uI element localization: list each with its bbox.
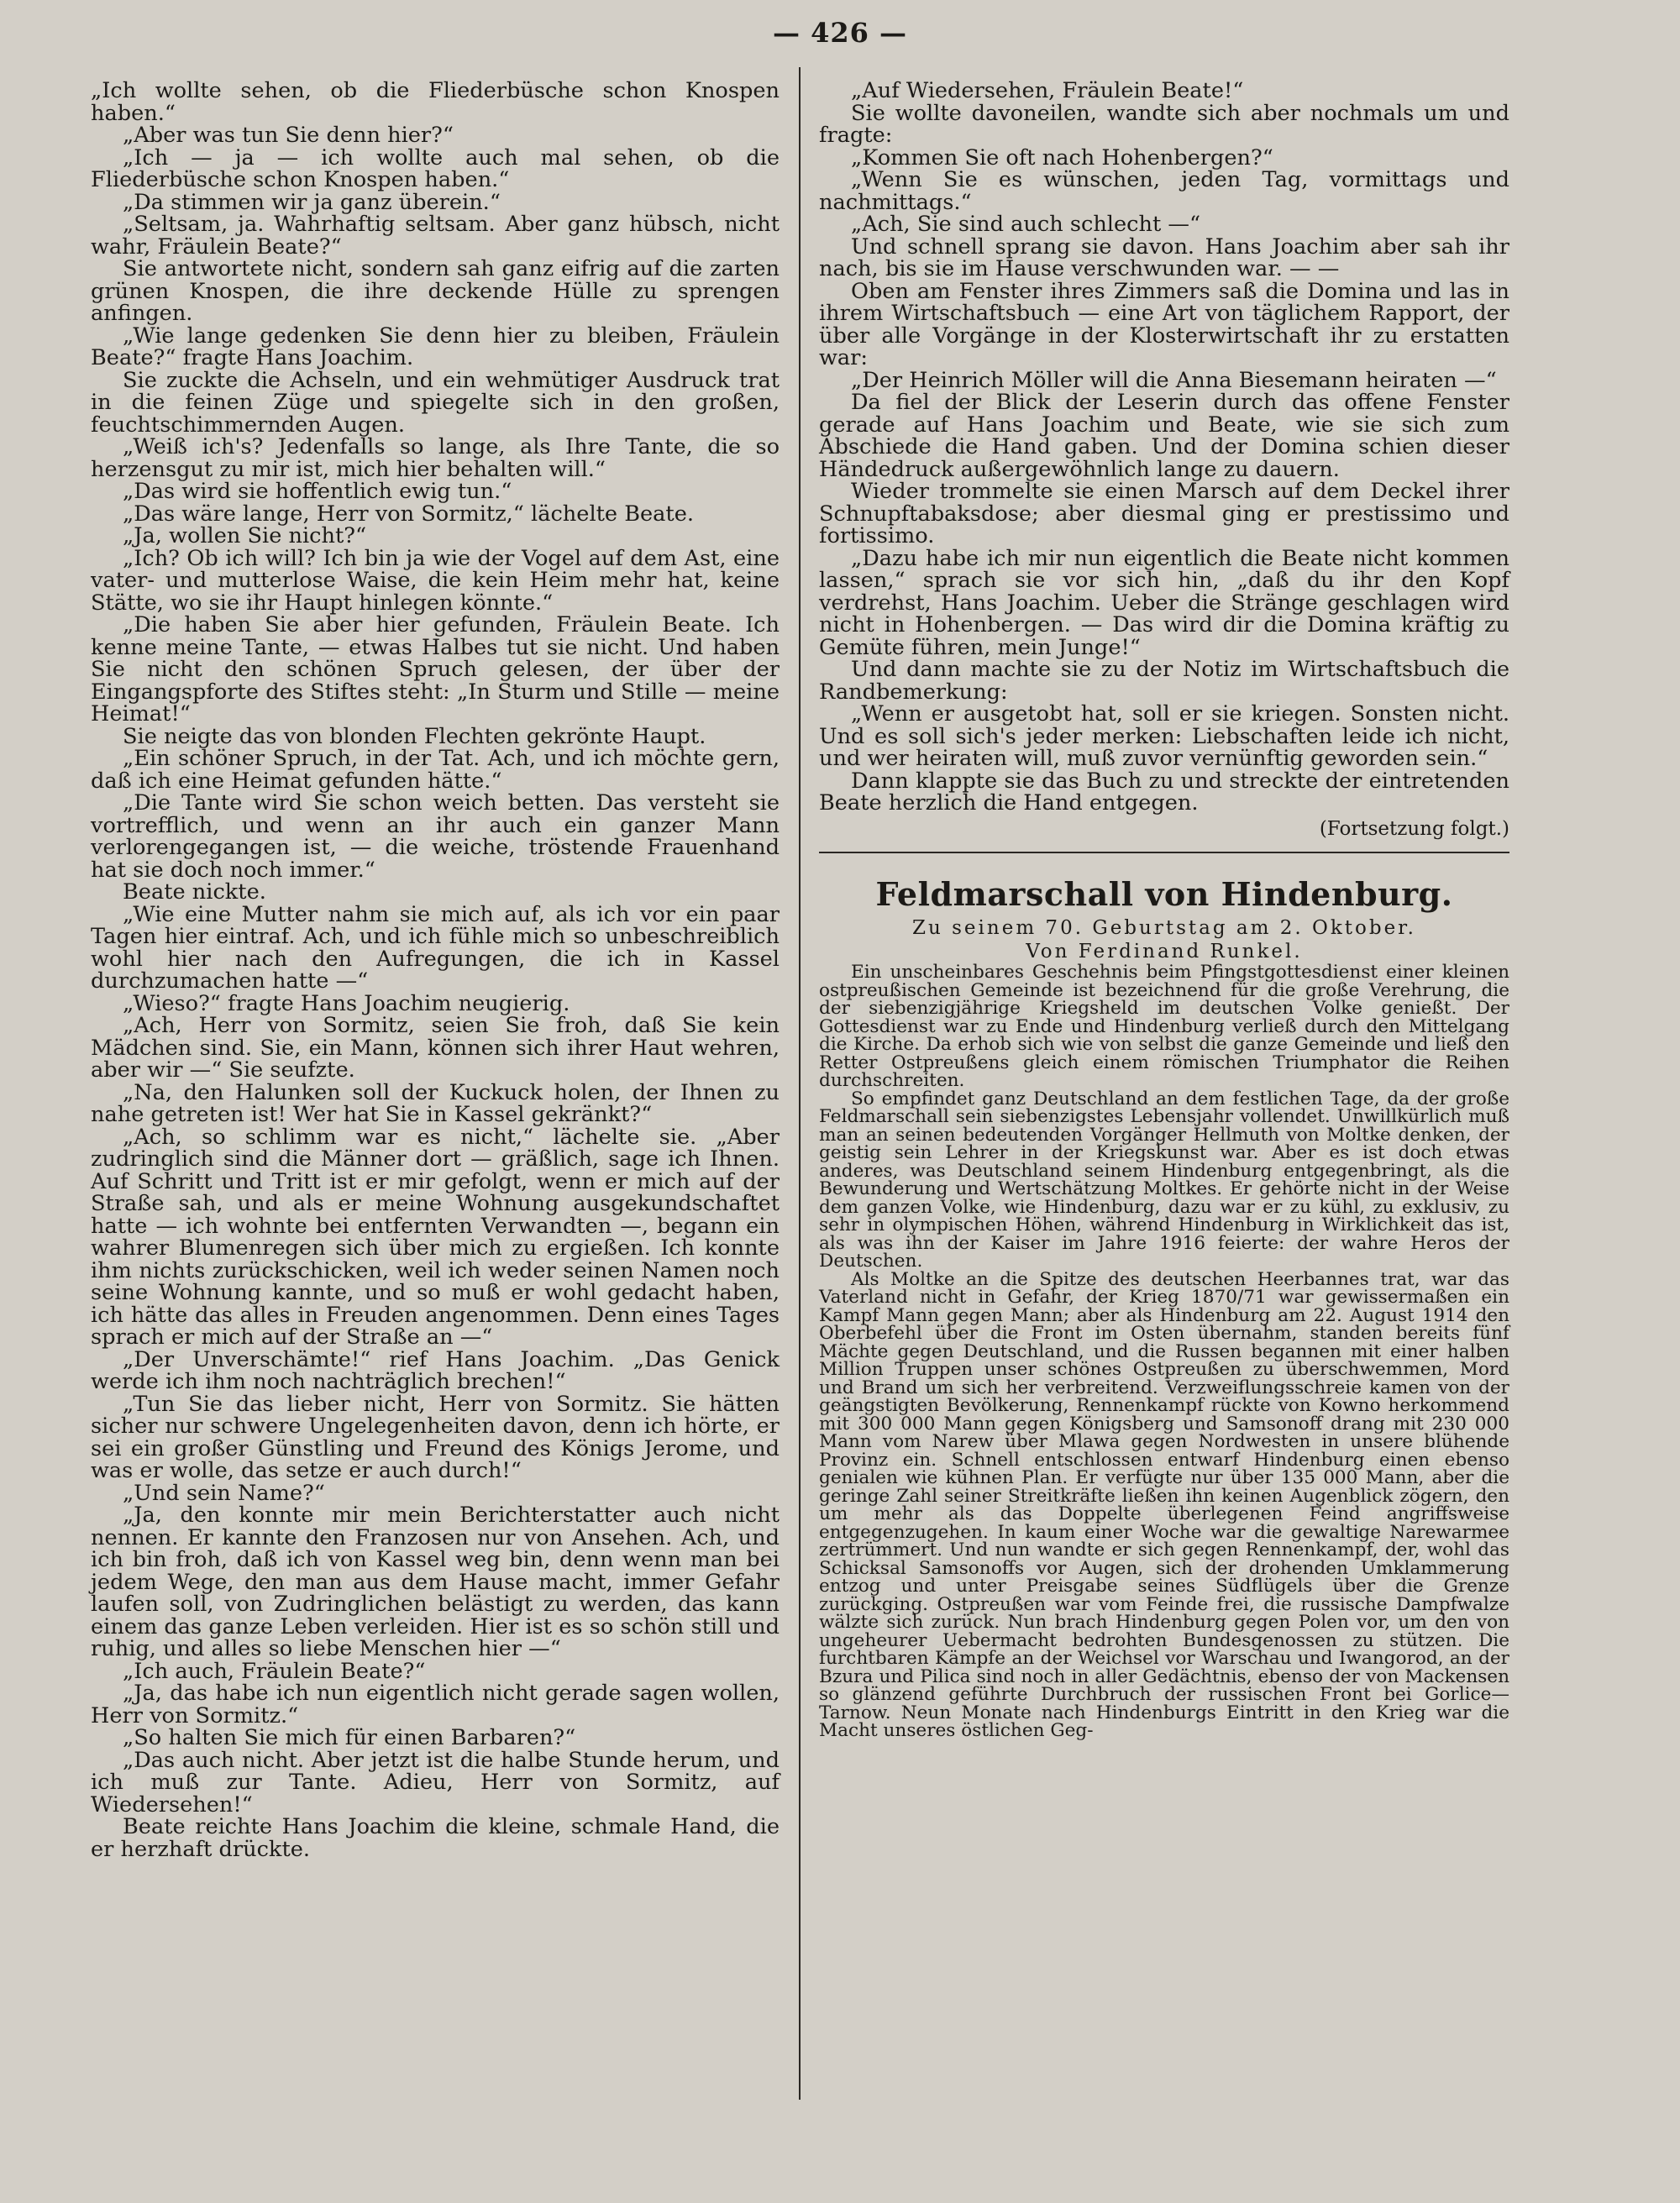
- continuation-note: (Fortsetzung folgt.): [1319, 817, 1509, 840]
- article-paragraph: Als Moltke an die Spitze des deutschen Heerbannes trat, war das Vaterland nicht in Gefahr, der Krieg 1870/71 war gewissermaßen ein Kampf Mann gegen Mann; aber als Hindenburg am 22. August 1914 den Oberbefehl über die Front im Osten übernahm, standen bereits fünf Mächte gegen Deutschland, und die Russen begannen mit einer halben Million Truppen unser schönes Ostpreußen zu überschwemmen, Mord und Brand um sich her verbreitend. Verzweiflungsschreie kamen von der geängstigten Bevölkerung, Rennenkampf rückte von Kowno herkommend mit 300 000 Mann gegen Königsberg und Samsonoff drang mit 230 000 Mann vom Narew über Mlawa gegen Nordwesten in unsere blühende Provinz ein. Schnell entschlossen entwarf Hindenburg einen ebenso genialen wie kühnen Plan. Er verfügte nur über 135 000 Mann, aber die geringe Zahl seiner Streitkräfte ließen ihn keinen Augenblick zögern, den um mehr als das Doppelte überlegenen Feind angriffsweise entgegenzugehen. In kaum einer Woche war die gewaltige Narewarmee zertrümmert. Und nun wandte er sich gegen Rennenkampf, der, wohl das Schicksal Samsonoffs vor Augen, sich der drohenden Umklammerung entzog und unter Preisgabe seines Südflügels über die Grenze zurückging. Ostpreußen war vom Feinde frei, die russische Dampfwalze wälzte sich zurück. Nun brach Hindenburg gegen Polen vor, um den von ungeheurer Uebermacht bedrohten Bundesgenossen zu stützen. Die furchtbaren Kämpfe an der Weichsel vor Warschau und Iwangorod, an der Bzura und Pilica sind noch in aller Gedächtnis, ebenso der von Mackensen so glänzend geführte Durchbruch der russischen Front bei Gorlice—Tarnow. Neun Monate nach Hindenburgs Eintritt in den Krieg war die Macht unseres östlichen Geg-: [819, 1268, 1509, 1741]
- left-column: [91, 80, 780, 1860]
- article-hindenburg: [819, 875, 1509, 1740]
- paragraph: „Ich? Ob ich will? Ich bin ja wie der Vogel auf dem Ast, eine vater- und mutterlose Waise, die kein Heim mehr hat, keine Stätte, wo sie ihr Haupt hinlegen könnte.“: [91, 545, 780, 616]
- paragraph: Sie zuckte die Achseln, und ein wehmütiger Ausdruck trat in die feinen Züge und spiegelte sich in den großen, feuchtschimmernden Augen.: [91, 367, 780, 438]
- paragraph: „Ein schöner Spruch, in der Tat. Ach, und ich möchte gern, daß ich eine Heimat gefunden hätte.“: [91, 746, 780, 794]
- paragraph: Beate nickte.: [123, 879, 266, 905]
- paragraph: Wieder trommelte sie einen Marsch auf dem Deckel ihrer Schnupftabaksdose; aber diesmal ging er prestissimo und fortissimo.: [819, 479, 1509, 548]
- article-subtitle: Zu seinem 70. Geburtstag am 2. Oktober.: [912, 917, 1416, 939]
- paragraph: „Wie eine Mutter nahm sie mich auf, als ich vor ein paar Tagen hier eintraf. Ach, und ich fühle mich so unbeschreiblich wohl hier nach den Aufregungen, die ich in Kassel durchzumachen hatte —“: [91, 901, 780, 994]
- paragraph: Beate reichte Hans Joachim die kleine, schmale Hand, die er herzhaft drückte.: [91, 1814, 780, 1862]
- column-divider: [799, 67, 801, 2100]
- paragraph: Da fiel der Blick der Leserin durch das offene Fenster gerade auf Hans Joachim und Beate, wie sie sich zum Abschiede die Hand gaben. Und der Domina schien dieser Händedruck außergewöhnlich lange zu dauern.: [819, 390, 1509, 482]
- paragraph: „Das auch nicht. Aber jetzt ist die halbe Stunde herum, und ich muß zur Tante. Adieu, Herr von Sormitz, auf Wiedersehen!“: [91, 1747, 780, 1817]
- section-divider: [819, 852, 1509, 853]
- paragraph: Sie neigte das von blonden Flechten gekrönte Haupt.: [123, 723, 706, 749]
- paragraph: „Wieso?“ fragte Hans Joachim neugierig.: [123, 990, 570, 1016]
- article-paragraph: So empfindet ganz Deutschland an dem festlichen Tage, da der große Feldmarschall sein siebenzigstes Lebensjahr vollendet. Unwillkürlich muß man an seinen bedeutenden Vorgänger Hellmuth von Moltke denken, der geistig sein Lehrer in der Kriegskunst war. Aber es ist doch etwas anderes, was Deutschland seinem Hindenburg entgegenbringt, als die Bewunderung und Wertschätzung Moltkes. Er gehörte nicht in der Weise dem ganzen Volke, wie Hindenburg, dazu war er zu kühl, zu exklusiv, zu sehr in olympischen Höhen, während Hindenburg in Wirklichkeit das ist, als was ihn der Kaiser im Jahre 1916 feierte: der wahre Heros der Deutschen.: [819, 1088, 1509, 1272]
- paragraph: „Der Heinrich Möller will die Anna Biesemann heiraten —“: [851, 367, 1497, 393]
- right-column: [819, 80, 1509, 1740]
- paragraph: „Auf Wiedersehen, Fräulein Beate!“: [851, 78, 1244, 103]
- paragraph: „Seltsam, ja. Wahrhaftig seltsam. Aber ganz hübsch, nicht wahr, Fräulein Beate?“: [91, 212, 780, 260]
- paragraph: „Kommen Sie oft nach Hohenbergen?“: [851, 144, 1273, 170]
- paragraph: „Ja, das habe ich nun eigentlich nicht gerade sagen wollen, Herr von Sormitz.“: [91, 1681, 780, 1728]
- paragraph: „Das wäre lange, Herr von Sormitz,“ lächelte Beate.: [123, 501, 694, 527]
- paragraph: „Ach, Herr von Sormitz, seien Sie froh, daß Sie kein Mädchen sind. Sie, ein Mann, können sich ihrer Haut wehren, aber wir —“ Sie seufzte.: [91, 1013, 780, 1083]
- paragraph: „Weiß ich's? Jedenfalls so lange, als Ihre Tante, die so herzensgut zu mir ist, mich hier behalten will.“: [91, 434, 780, 482]
- paragraph: „Die Tante wird Sie schon weich betten. Das versteht sie vortrefflich, und wenn an ihr auch ein ganzer Mann verlorengegangen ist, — die weiche, tröstende Frauenhand hat sie doch noch immer.“: [91, 790, 780, 883]
- page-number: — 426 —: [772, 17, 908, 49]
- paragraph: „Dazu habe ich mir nun eigentlich die Beate nicht kommen lassen,“ sprach sie vor sich hin, „daß du ihr den Kopf verdrehst, Hans Joachim. Ueber die Stränge geschlagen wird nicht in Hohenbergen. — Das wird dir die Domina kräftig zu Gemüte führen, mein Junge!“: [819, 545, 1509, 660]
- paragraph: „Da stimmen wir ja ganz überein.“: [123, 189, 501, 215]
- paragraph: „Ich wollte sehen, ob die Fliederbüsche schon Knospen haben.“: [91, 78, 780, 126]
- paragraph: Und dann machte sie zu der Notiz im Wirtschaftsbuch die Randbemerkung:: [819, 657, 1509, 705]
- paragraph: „Die haben Sie aber hier gefunden, Fräulein Beate. Ich kenne meine Tante, — etwas Halbes tut sie nicht. Und haben Sie nicht den schönen Spruch gelesen, der über der Eingangspforte des Stiftes steht: „In Sturm und Stille — meine Heimat!“: [91, 612, 780, 726]
- paragraph: „Ich — ja — ich wollte auch mal sehen, ob die Fliederbüsche schon Knospen haben.“: [91, 144, 780, 192]
- paragraph: „Wenn er ausgetobt hat, soll er sie kriegen. Sonsten nicht. Und es soll sich's jeder merken: Liebschaften leide ich nicht, und wer heiraten will, muß zuvor vernünftig geworden sein.“: [819, 701, 1509, 771]
- paragraph: Oben am Fenster ihres Zimmers saß die Domina und las in ihrem Wirtschaftsbuch — eine Art von täglichem Rapport, der über alle Vorgänge in der Klosterwirtschaft ihr zu erstatten war:: [819, 278, 1509, 370]
- article-author: Von Ferdinand Runkel.: [1026, 941, 1303, 963]
- article-paragraph: Ein unscheinbares Geschehnis beim Pfingstgottesdienst einer kleinen ostpreußischen Gemeinde ist bezeichnend für die große Verehrung, die der siebenzigjährige Kriegsheld im deutschen Volke genießt. Der Gottesdienst war zu Ende und Hindenburg verließ durch den Mittelgang die Kirche. Da erhob sich wie von selbst die ganze Gemeinde und ließ den Retter Ostpreußens gleich einem römischen Triumphator die Reihen durchschreiten.: [819, 962, 1509, 1091]
- paragraph: „Ja, wollen Sie nicht?“: [123, 523, 367, 548]
- paragraph: „Tun Sie das lieber nicht, Herr von Sormitz. Sie hätten sicher nur schwere Ungelegenheiten davon, denn ich hörte, er sei ein großer Günstling und Freund des Königs Jerome, und was er wolle, das setze er auch durch!“: [91, 1391, 780, 1483]
- paragraph: Sie antwortete nicht, sondern sah ganz eifrig auf die zarten grünen Knospen, die ihre deckende Hülle zu sprengen anfingen.: [91, 256, 780, 326]
- paragraph: Und schnell sprang sie davon. Hans Joachim aber sah ihr nach, bis sie im Hause verschwunden war. — —: [819, 233, 1509, 281]
- paragraph: „Ach, so schlimm war es nicht,“ lächelte sie. „Aber zudringlich sind die Männer dort — gräßlich, sage ich Ihnen. Auf Schritt und Tritt ist er mir gefolgt, wenn er mich auf der Straße sah, und als er meine Wohnung ausgekundschaftet hatte — ich wohnte bei entfernten Verwandten —, begann ein wahrer Blumenregen sich über mich zu ergießen. Ich konnte ihm nichts zurückschicken, weil ich weder seinen Namen noch seine Wohnung kannte, und so muß er wohl gedacht haben, ich hätte das alles in Freuden angenommen. Denn eines Tages sprach er mich auf der Straße an —“: [91, 1124, 780, 1350]
- paragraph: „Ach, Sie sind auch schlecht —“: [851, 212, 1201, 237]
- paragraph: „Na, den Halunken soll der Kuckuck holen, der Ihnen zu nahe getreten ist! Wer hat Sie in Kassel gekränkt?“: [91, 1079, 780, 1127]
- paragraph: Dann klappte sie das Buch zu und streckte der eintretenden Beate herzlich die Hand entgegen.: [819, 768, 1509, 816]
- paragraph: Sie wollte davoneilen, wandte sich aber nochmals um und fragte:: [819, 100, 1509, 148]
- paragraph: „Ich auch, Fräulein Beate?“: [123, 1658, 426, 1684]
- paragraph: „Wie lange gedenken Sie denn hier zu bleiben, Fräulein Beate?“ fragte Hans Joachim.: [91, 323, 780, 370]
- paragraph: „Der Unverschämte!“ rief Hans Joachim. „Das Genick werde ich ihm noch nachträglich brechen!“: [91, 1346, 780, 1394]
- article-title: Feldmarschall von Hindenburg.: [875, 875, 1453, 913]
- paragraph: „So halten Sie mich für einen Barbaren?“: [123, 1725, 576, 1750]
- paragraph: „Und sein Name?“: [123, 1480, 325, 1506]
- paragraph: „Das wird sie hoffentlich ewig tun.“: [123, 479, 512, 504]
- paragraph: „Wenn Sie es wünschen, jeden Tag, vormittags und nachmittags.“: [819, 167, 1509, 215]
- paragraph: „Ja, den konnte mir mein Berichterstatter auch nicht nennen. Er kannte den Franzosen nur von Ansehen. Ach, und ich bin froh, daß ich von Kassel weg bin, denn wenn man bei jedem Wege, den man aus dem Hause macht, immer Gefahr laufen soll, von Zudringlichen belästigt zu werden, das kann einem das ganze Leben verleiden. Hier ist es so schön still und ruhig, und alles so liebe Menschen hier —“: [91, 1503, 780, 1661]
- paragraph: „Aber was tun Sie denn hier?“: [123, 123, 454, 148]
